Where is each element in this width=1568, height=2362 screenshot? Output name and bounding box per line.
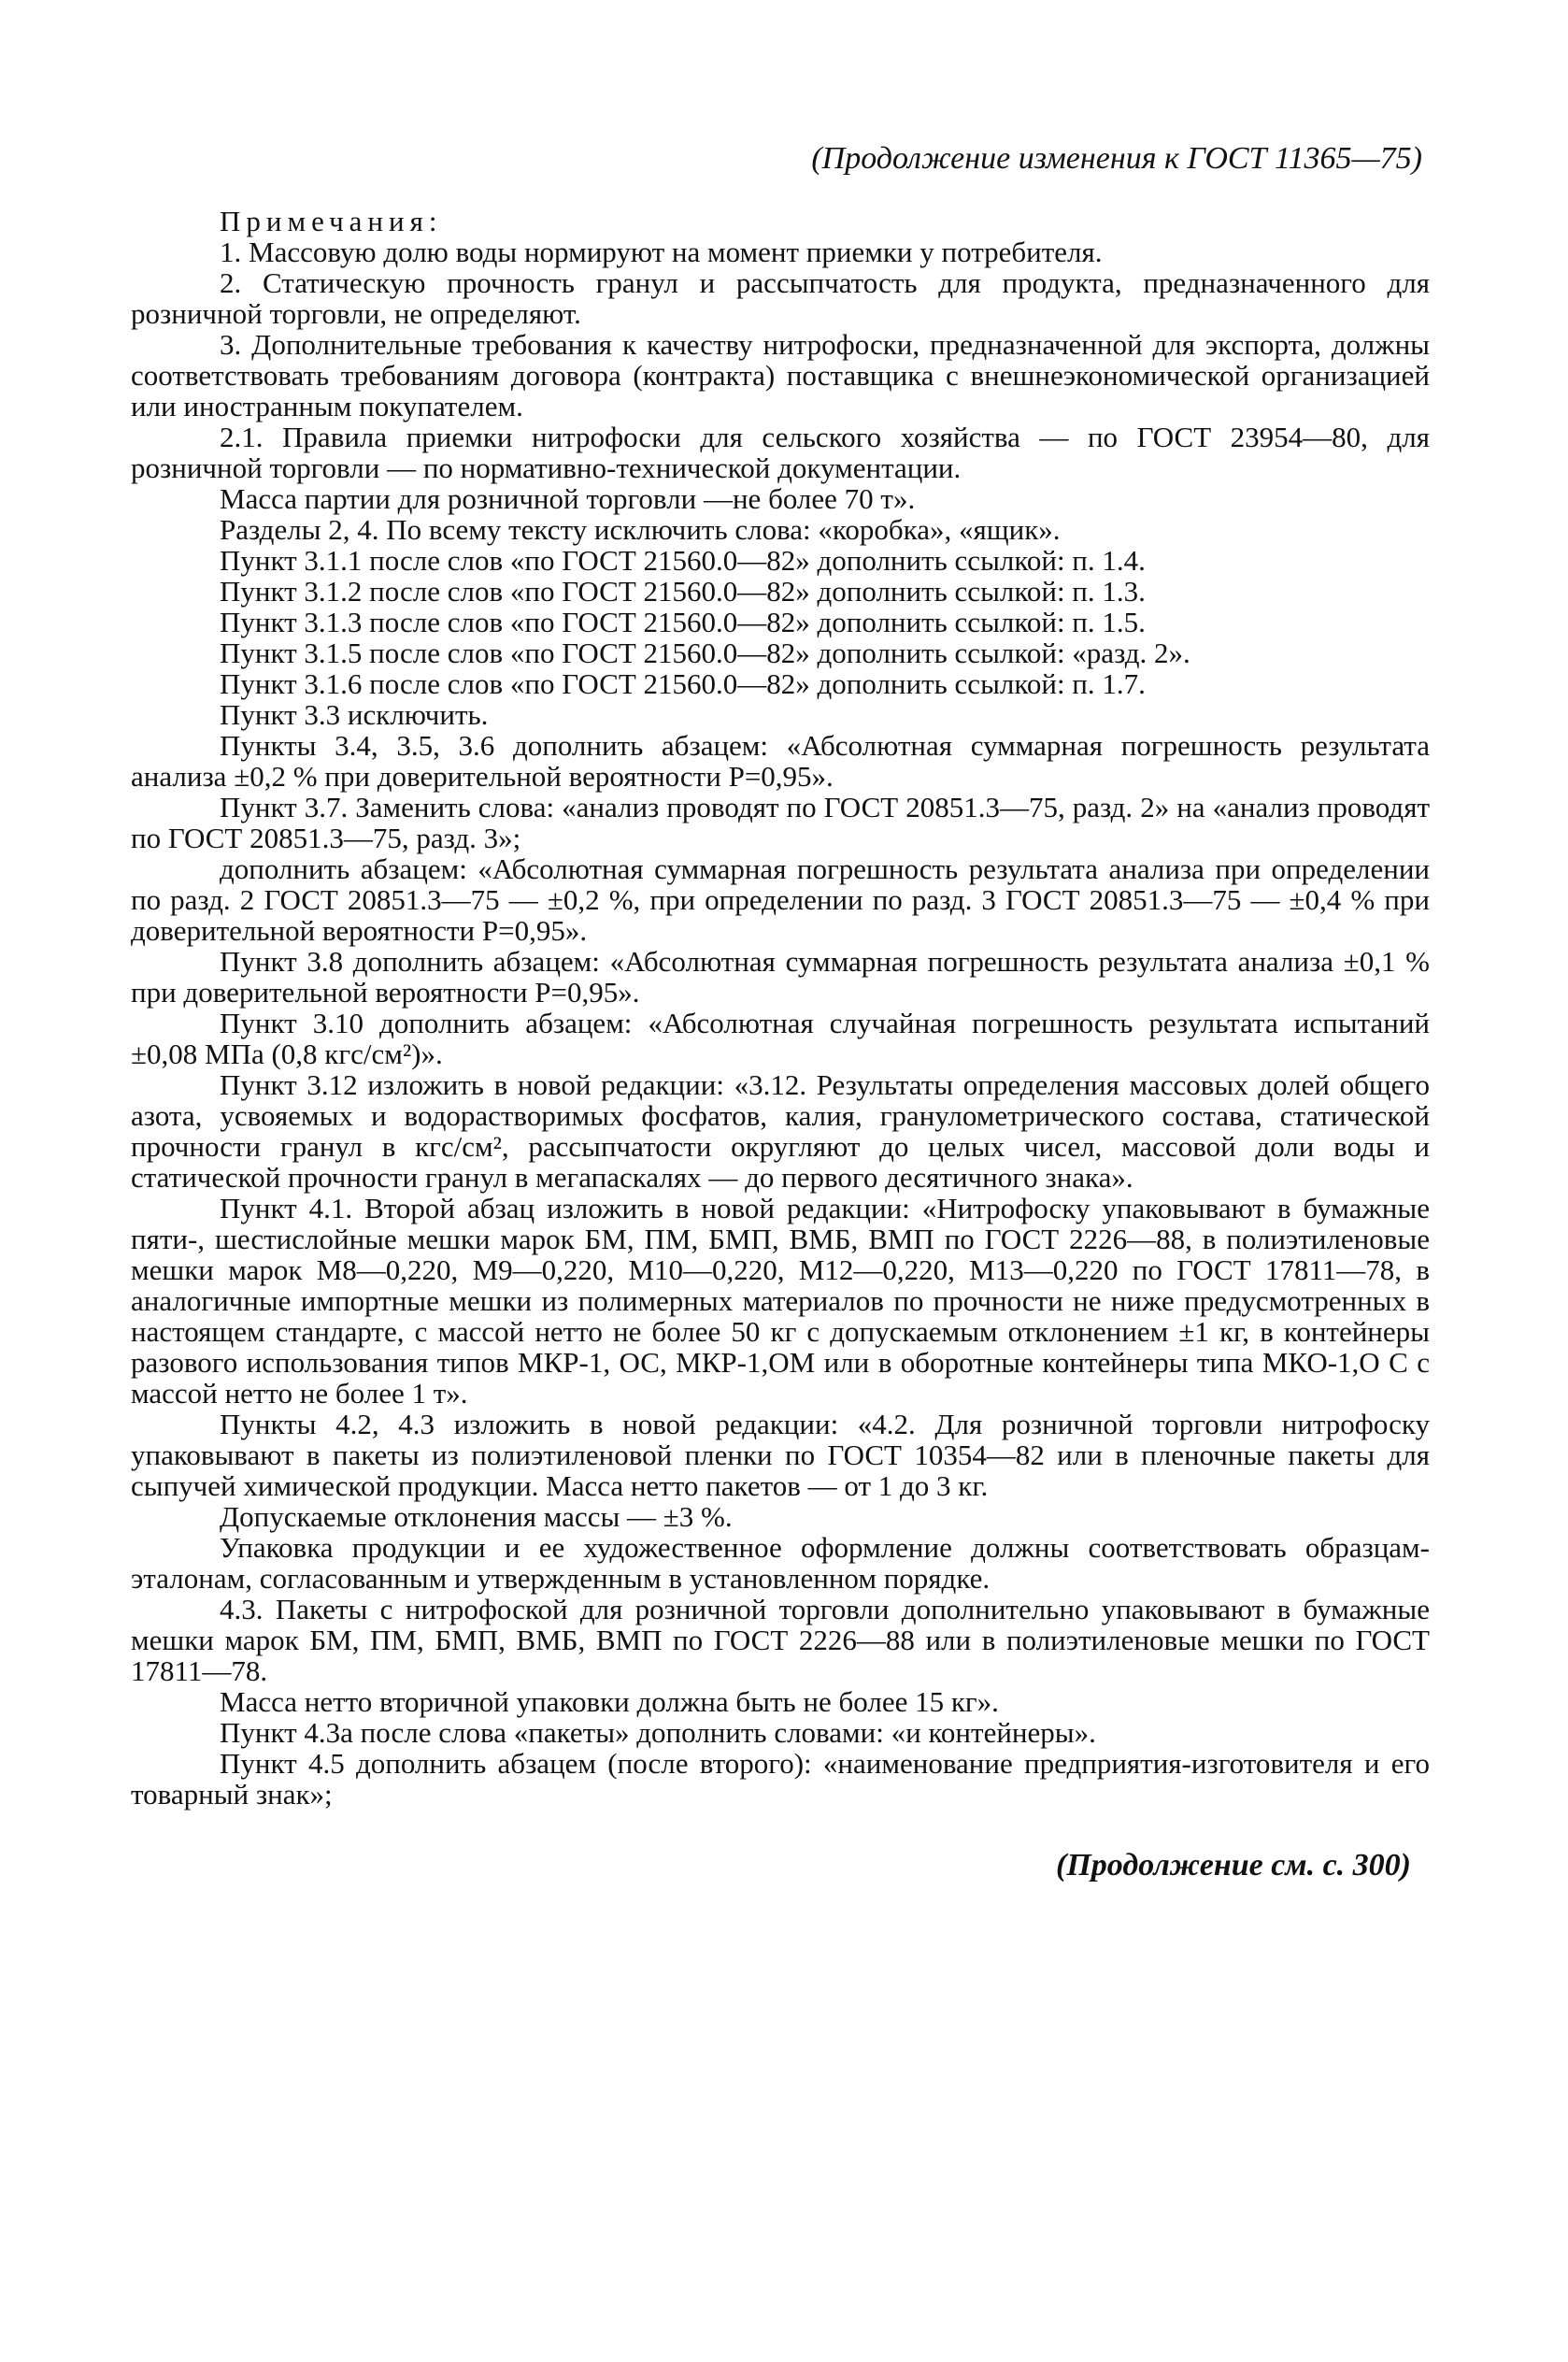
paragraph: Разделы 2, 4. По всему тексту исключить слова: «коробка», «ящик». bbox=[220, 513, 1061, 546]
paragraph: 2. Статическую прочность гранул и рассыпчатость для продукта, предназначенного для розничной торговли, не определяют. bbox=[131, 266, 1430, 330]
paragraph: Пункт 4.3а после слова «пакеты» дополнить словами: «и контейнеры». bbox=[220, 1716, 1096, 1749]
paragraph: дополнить абзацем: «Абсолютная суммарная погрешность результата анализа при определении по разд. 2 ГОСТ 20851.3—75 — ±0,2 %, при определении по разд. 3 ГОСТ 20851.3—75 — ±0,4 % при доверительной вероятности P=0,95». bbox=[131, 852, 1430, 947]
paragraph: Масса партии для розничной торговли —не более 70 т». bbox=[220, 482, 916, 515]
paragraph: 3. Дополнительные требования к качеству нитрофоски, предназначенной для экспорта, должны соответствовать требованиям договора (контракта) поставщика с внешнеэкономической организацией или иностранным покупателем. bbox=[131, 328, 1430, 422]
paragraph: 2.1. Правила приемки нитрофоски для сельского хозяйства — по ГОСТ 23954—80, для розничной торговли — по нормативно-технической документации. bbox=[131, 421, 1430, 484]
paragraph: Пункт 3.3 исключить. bbox=[220, 698, 489, 731]
paragraph: Пункт 4.5 дополнить абзацем (после второго): «наименование предприятия-изготовителя и его товарный знак»; bbox=[131, 1747, 1430, 1811]
document-body bbox=[131, 206, 1430, 1810]
paragraph: Пункт 3.7. Заменить слова: «анализ проводят по ГОСТ 20851.3—75, разд. 2» на «анализ проводят по ГОСТ 20851.3—75, разд. 3»; bbox=[131, 791, 1430, 854]
paragraph: Пункт 3.12 изложить в новой редакции: «3.12. Результаты определения массовых долей общего азота, усвояемых и водорастворимых фосфатов, калия, гранулометрического состава, статической прочности гранул в кгс/см², рассыпчатости округляют до целых чисел, массовой доли воды и статической прочности гранул в мегапаскалях — до первого десятичного знака». bbox=[131, 1068, 1430, 1194]
paragraph: Масса нетто вторичной упаковки должна быть не более 15 кг». bbox=[220, 1685, 999, 1718]
paragraph: Пункт 3.1.2 после слов «по ГОСТ 21560.0—82» дополнить ссылкой: п. 1.3. bbox=[220, 575, 1146, 608]
paragraph: Пункт 3.1.1 после слов «по ГОСТ 21560.0—82» дополнить ссылкой: п. 1.4. bbox=[220, 544, 1146, 577]
page-header: (Продолжение изменения к ГОСТ 11365—75) bbox=[811, 141, 1422, 176]
paragraph: Пункты 3.4, 3.5, 3.6 дополнить абзацем: «Абсолютная суммарная погрешность результата анализа ±0,2 % при доверительной вероятности P=0,95». bbox=[131, 729, 1430, 793]
page-footer: (Продолжение см. с. 300) bbox=[1056, 1848, 1411, 1882]
paragraph: Пункт 3.1.6 после слов «по ГОСТ 21560.0—82» дополнить ссылкой: п. 1.7. bbox=[220, 667, 1146, 700]
paragraph: Упаковка продукции и ее художественное оформление должны соответствовать образцам-эталонам, согласованным и утвержденным в установленном порядке. bbox=[131, 1531, 1430, 1595]
paragraph: Пункт 3.1.3 после слов «по ГОСТ 21560.0—82» дополнить ссылкой: п. 1.5. bbox=[220, 606, 1146, 638]
paragraph: Пункт 3.8 дополнить абзацем: «Абсолютная суммарная погрешность результата анализа ±0,1 % при доверительной вероятности P=0,95». bbox=[131, 945, 1430, 1009]
document-page bbox=[131, 140, 1430, 1884]
paragraph: Пункт 3.10 дополнить абзацем: «Абсолютная случайная погрешность результата испытаний ±0,08 МПа (0,8 кгс/см²)». bbox=[131, 1007, 1430, 1070]
paragraph: 4.3. Пакеты с нитрофоской для розничной торговли дополнительно упаковывают в бумажные мешки марок БМ, ПМ, БМП, ВМБ, ВМП по ГОСТ 2226—88 или в полиэтиленовые мешки по ГОСТ 17811—78. bbox=[131, 1593, 1430, 1687]
notes-heading: Примечания: bbox=[220, 205, 443, 237]
paragraph: 1. Массовую долю воды нормируют на момент приемки у потребителя. bbox=[220, 236, 1103, 268]
paragraph: Пункт 4.1. Второй абзац изложить в новой редакции: «Нитрофоску упаковывают в бумажные пяти-, шестислойные мешки марок БМ, ПМ, БМП, ВМБ, ВМП по ГОСТ 2226—88, в полиэтиленовые мешки марок М8—0,220, М9—0,220, М10—0,220, М12—0,220, М13—0,220 по ГОСТ 17811—78, в аналогичные импортные мешки из полимерных материалов по прочности не ниже предусмотренных в настоящем стандарте, с массой нетто не более 50 кг с допускаемым отклонением ±1 кг, в контейнеры разового использования типов МКР-1, ОС, МКР-1,ОМ или в оборотные контейнеры типа МКО-1,О С с массой нетто не более 1 т». bbox=[131, 1192, 1430, 1410]
paragraph: Пункт 3.1.5 после слов «по ГОСТ 21560.0—82» дополнить ссылкой: «разд. 2». bbox=[220, 637, 1190, 669]
paragraph: Пункты 4.2, 4.3 изложить в новой редакции: «4.2. Для розничной торговли нитрофоску упаковывают в пакеты из полиэтиленовой пленки по ГОСТ 10354—82 или в пленочные пакеты для сыпучей химической продукции. Масса нетто пакетов — от 1 до 3 кг. bbox=[131, 1408, 1430, 1502]
paragraph: Допускаемые отклонения массы — ±3 %. bbox=[220, 1500, 733, 1533]
